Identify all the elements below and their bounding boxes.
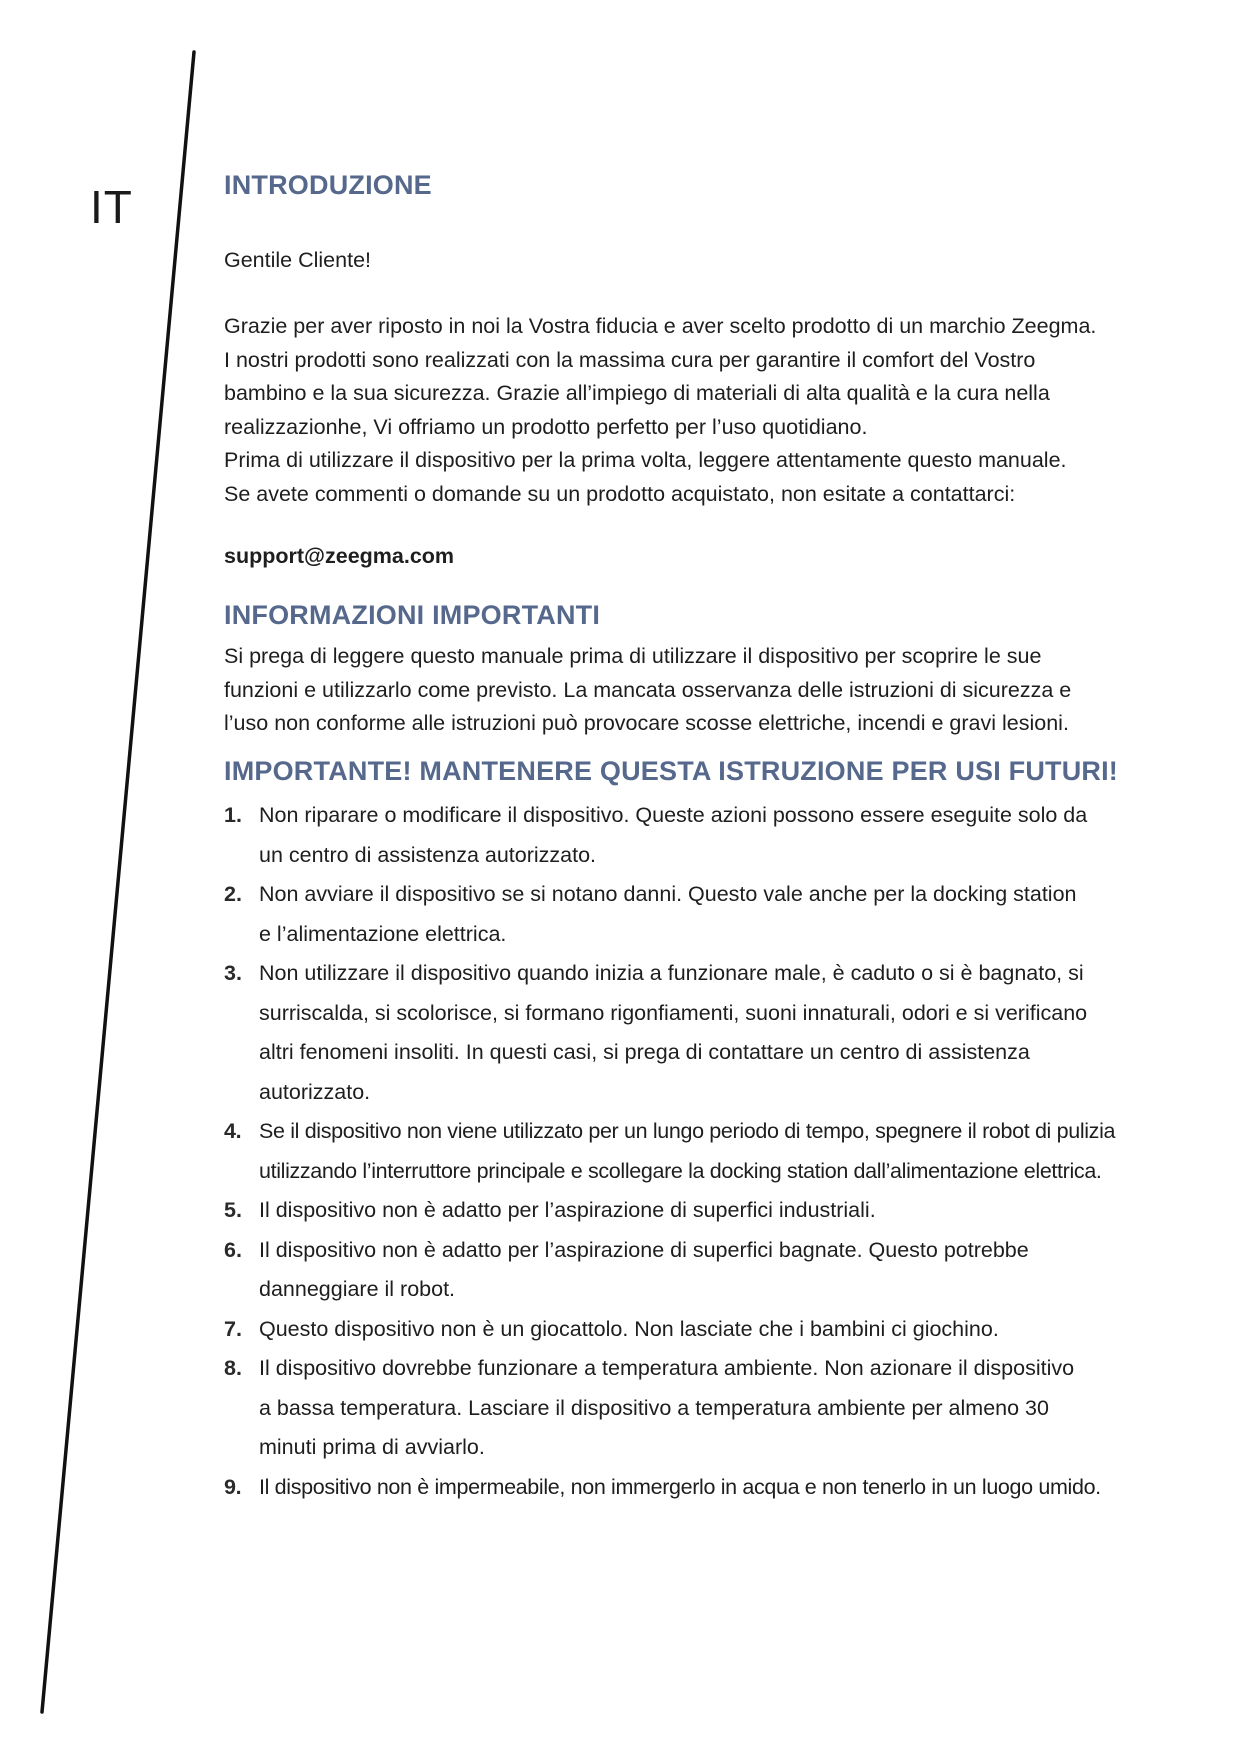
item-line: Il dispositivo dovrebbe funzionare a temperatura ambiente. Non azionare il dispositivo — [259, 1356, 1075, 1380]
item-number: 4. — [224, 1119, 242, 1143]
greeting: Gentile Cliente! — [224, 248, 371, 272]
list-item — [224, 1231, 1184, 1310]
item-line: minuti prima di avviarlo. — [259, 1435, 485, 1459]
list-item — [224, 1310, 1184, 1350]
intro-line: Se avete commenti o domande su un prodotto acquistato, non esitate a contattarci: — [224, 481, 1016, 506]
info-line: funzioni e utilizzarlo come previsto. La mancata osservanza delle istruzioni di sicurezza e — [224, 677, 1072, 702]
important-info-heading: INFORMAZIONI IMPORTANTI — [224, 600, 601, 630]
info-line: l’uso non conforme alle istruzioni può provocare scosse elettriche, incendi e gravi lesioni. — [224, 711, 1069, 735]
item-line: autorizzato. — [259, 1079, 371, 1104]
item-line: Il dispositivo non è impermeabile, non immergerlo in acqua e non tenerlo in un luogo umido. — [259, 1474, 1101, 1499]
intro-line: Grazie per aver riposto in noi la Vostra fiducia e aver scelto prodotto di un marchio Zeegma. — [224, 314, 1097, 338]
item-line: Il dispositivo non è adatto per l’aspirazione di superfici industriali. — [259, 1198, 876, 1222]
safety-instructions-list — [224, 796, 1184, 1507]
item-line: Non riparare o modificare il dispositivo. Queste azioni possono essere eseguite solo da — [259, 803, 1088, 827]
support-email-link[interactable]: support@zeegma.com — [224, 544, 455, 568]
list-item — [224, 1349, 1184, 1468]
item-line: Il dispositivo non è adatto per l’aspirazione di superfici bagnate. Questo potrebbe — [259, 1237, 1029, 1262]
item-number: 1. — [224, 803, 242, 827]
item-line: Questo dispositivo non è un giocattolo. Non lasciate che i bambini ci giochino. — [259, 1316, 999, 1341]
list-item — [224, 1191, 1184, 1231]
intro-line: realizzazionhe, Vi offriamo un prodotto perfetto per l’uso quotidiano. — [224, 414, 868, 439]
info-line: Si prega di leggere questo manuale prima di utilizzare il dispositivo per scoprire le sue — [224, 644, 1042, 668]
list-item — [224, 1112, 1184, 1191]
intro-paragraph — [224, 310, 1184, 511]
item-number: 2. — [224, 882, 242, 906]
item-line: utilizzando l’interruttore principale e scollegare la docking station dall’alimentazione elettrica. — [259, 1158, 1102, 1183]
item-number: 5. — [224, 1198, 242, 1222]
item-number: 7. — [224, 1316, 242, 1341]
intro-line: bambino e la sua sicurezza. Grazie all’impiego di materiali di alta qualità e la cura nella — [224, 381, 1050, 405]
list-item — [224, 1468, 1184, 1508]
item-number: 6. — [224, 1237, 242, 1262]
list-item — [224, 954, 1184, 1112]
item-line: Se il dispositivo non viene utilizzato per un lungo periodo di tempo, spegnere il robot di pulizia — [259, 1119, 1116, 1143]
item-line: Non utilizzare il dispositivo quando inizia a funzionare male, è caduto o si è bagnato, si — [259, 961, 1084, 985]
item-line: un centro di assistenza autorizzato. — [259, 842, 597, 867]
language-code: IT — [90, 181, 133, 233]
item-line: a bassa temperatura. Lasciare il dispositivo a temperatura ambiente per almeno 30 — [259, 1395, 1049, 1420]
item-number: 9. — [224, 1474, 242, 1499]
item-line: surriscalda, si scolorisce, si formano rigonfiamenti, suoni innaturali, odori e si verificano — [259, 1000, 1088, 1025]
item-line: e l’alimentazione elettrica. — [259, 921, 507, 946]
intro-heading: INTRODUZIONE — [224, 170, 432, 200]
intro-line: I nostri prodotti sono realizzati con la massima cura per garantire il comfort del Vostro — [224, 347, 1036, 372]
item-number: 3. — [224, 961, 242, 985]
list-item — [224, 875, 1184, 954]
item-line: danneggiare il robot. — [259, 1277, 456, 1301]
item-number: 8. — [224, 1356, 242, 1380]
list-item — [224, 796, 1184, 875]
intro-line: Prima di utilizzare il dispositivo per la prima volta, leggere attentamente questo manuale. — [224, 448, 1067, 472]
item-line: altri fenomeni insoliti. In questi casi, si prega di contattare un centro di assistenza — [259, 1040, 1030, 1064]
item-line: Non avviare il dispositivo se si notano danni. Questo vale anche per la docking station — [259, 882, 1077, 906]
important-info-paragraph — [224, 640, 1184, 741]
safety-heading: IMPORTANTE! MANTENERE QUESTA ISTRUZIONE PER USI FUTURI! — [224, 756, 1118, 786]
